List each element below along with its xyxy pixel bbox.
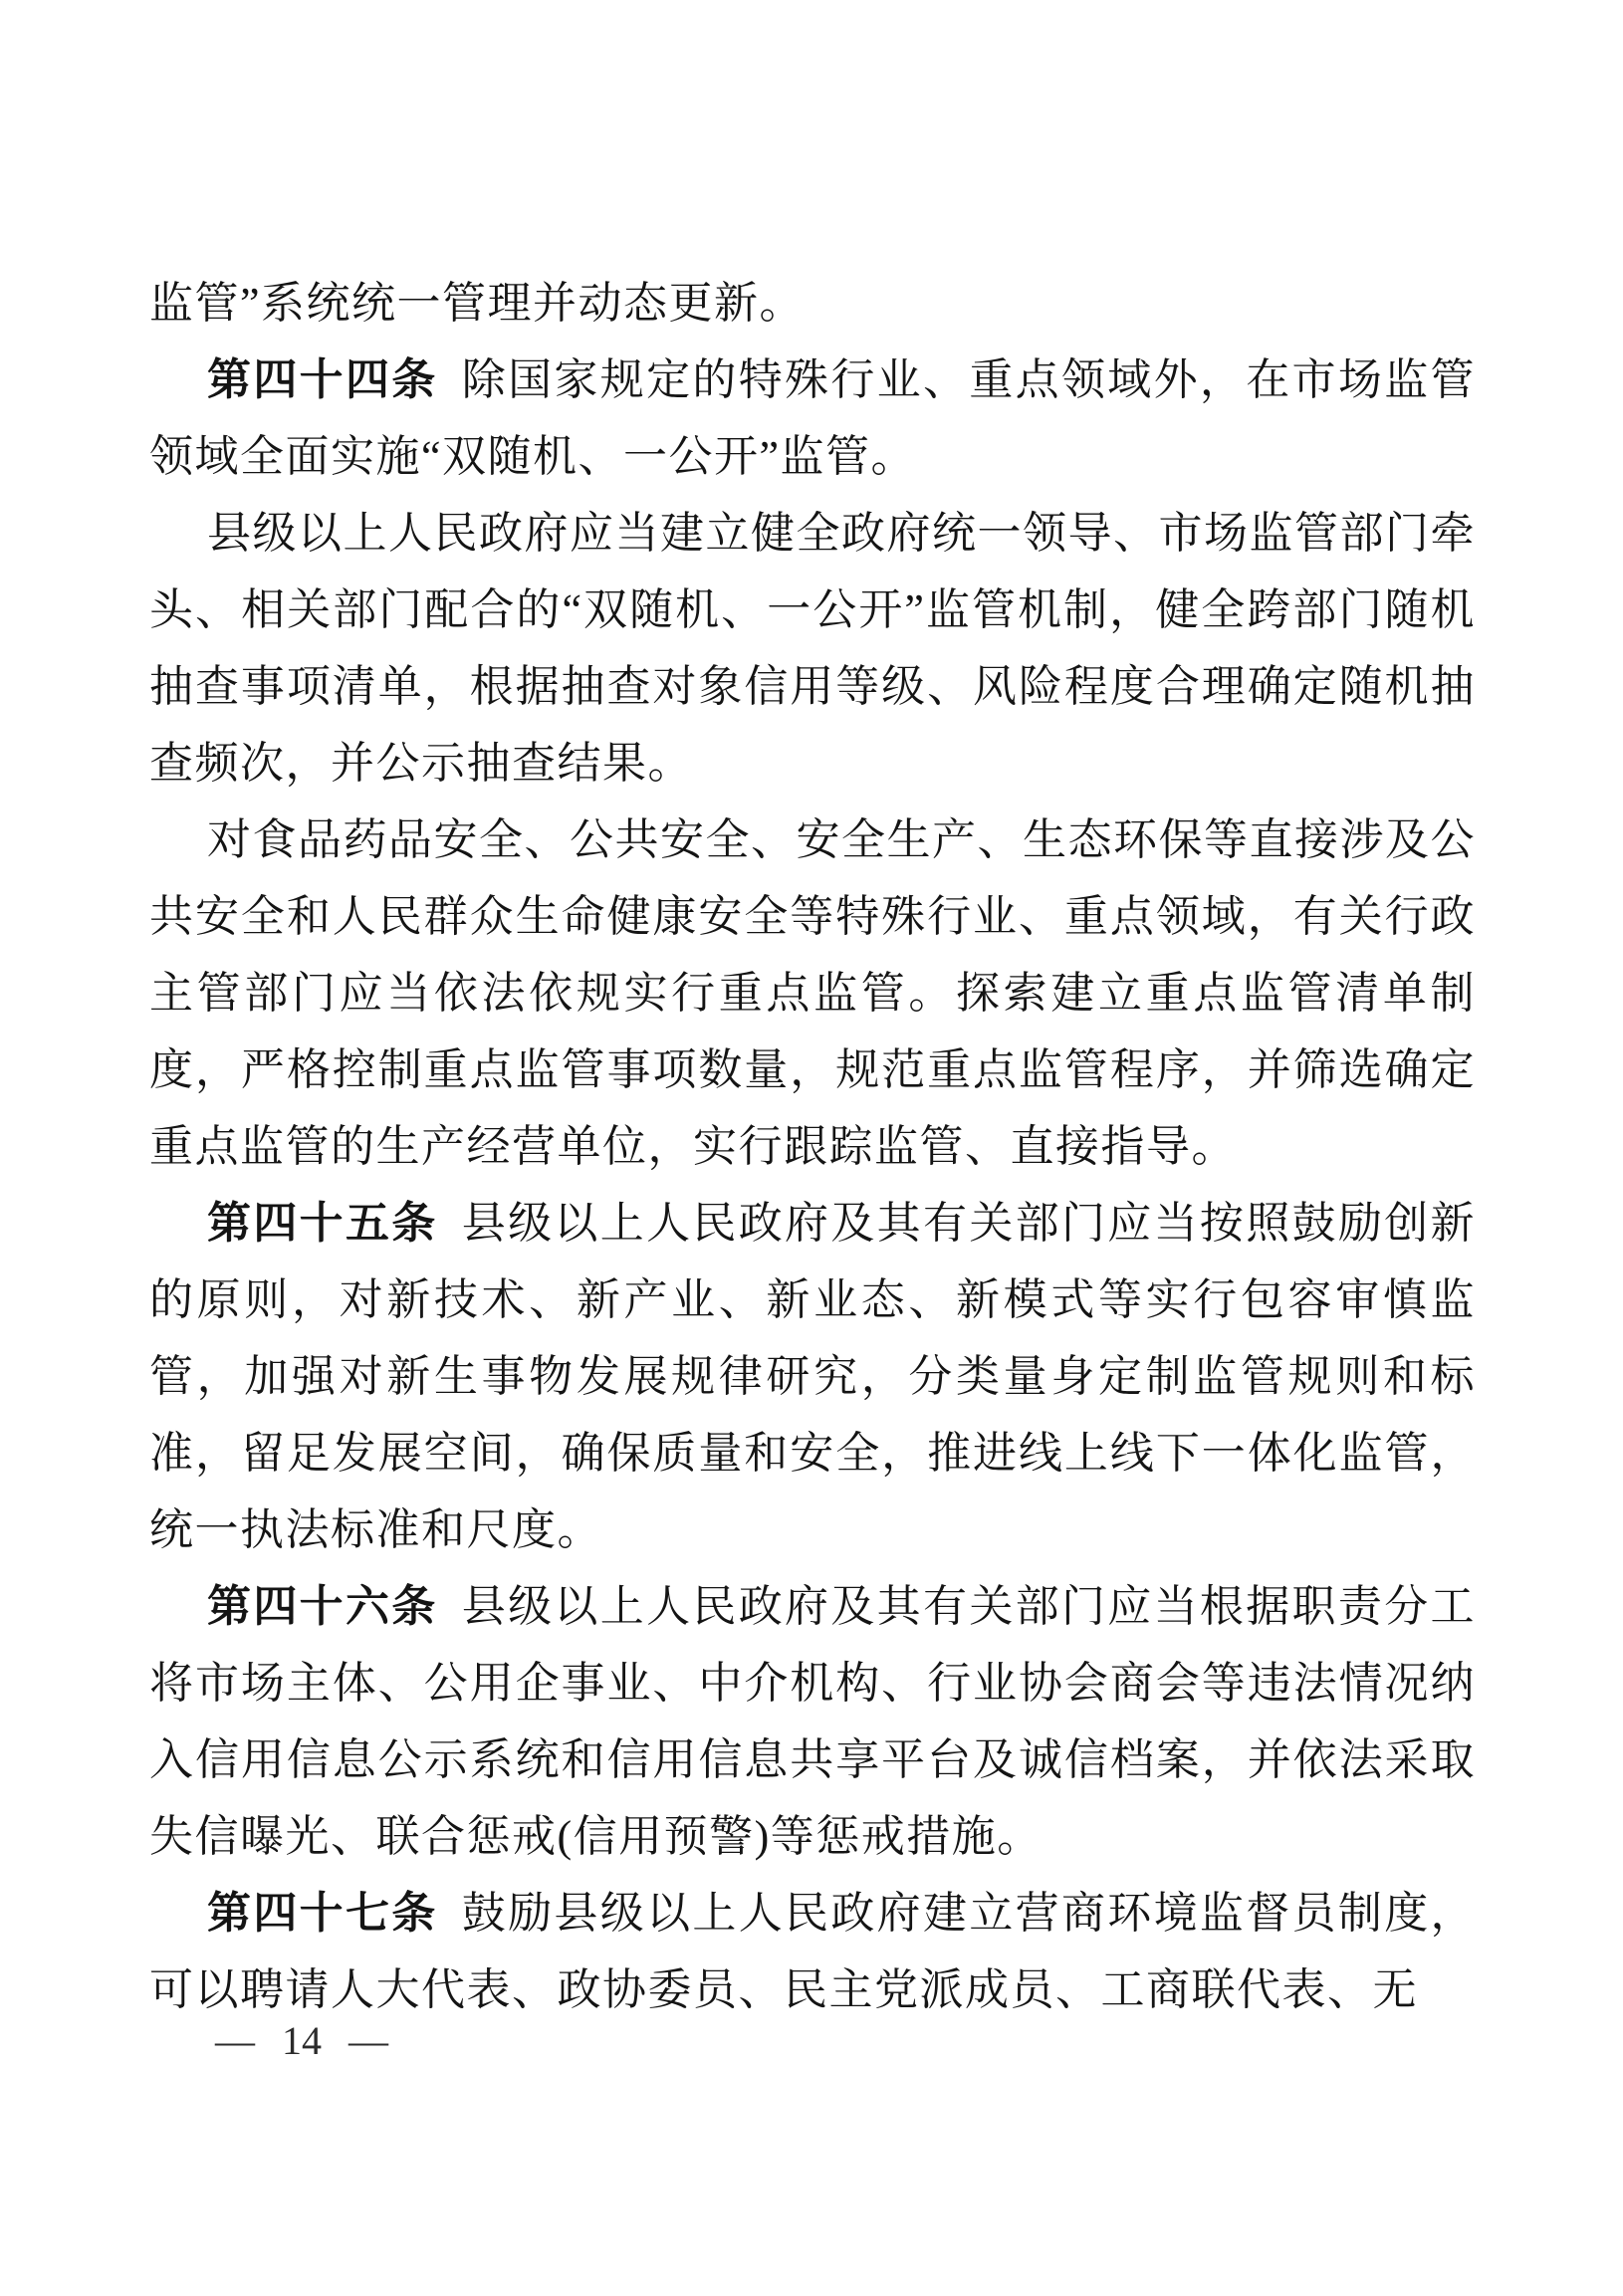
article-number: 第四十五条 <box>207 1199 438 1248</box>
document-body <box>149 265 1476 2028</box>
paragraph <box>149 1875 1476 2028</box>
paragraph <box>149 802 1476 1185</box>
page-footer <box>215 2019 388 2063</box>
paragraph <box>149 495 1476 802</box>
article-number: 第四十四条 <box>207 355 438 404</box>
paragraph-text: 县级以上人民政府应当建立健全政府统一领导、市场监管部门牵头、相关部门配合的“双随机、一公开”监管机制，健全跨部门随机抽查事项清单，根据抽查对象信用等级、风险程度合理确定随机抽查频次，并公示抽查结果。 <box>149 509 1476 788</box>
footer-dash-right: — <box>348 2018 388 2063</box>
paragraph-text: 鼓励县级以上人民政府建立营商环境监督员制度，可以聘请人大代表、政协委员、民主党派成员、工商联代表、无 <box>149 1889 1477 2014</box>
page-number: 14 <box>282 2018 322 2063</box>
article-number: 第四十七条 <box>207 1889 438 1938</box>
paragraph-text: 对食品药品安全、公共安全、安全生产、生态环保等直接涉及公共安全和人民群众生命健康安全等特殊行业、重点领域，有关行政主管部门应当依法依规实行重点监管。探索建立重点监管清单制度，严格控制重点监管事项数量，规范重点监管程序，并筛选确定重点监管的生产经营单位，实行跟踪监管、直接指导。 <box>149 815 1476 1171</box>
paragraph <box>149 1185 1476 1568</box>
article-number: 第四十六条 <box>207 1582 438 1631</box>
paragraph-text: 除国家规定的特殊行业、重点领域外，在市场监管领域全面实施“双随机、一公开”监管。 <box>149 355 1477 481</box>
footer-dash-left: — <box>215 2018 255 2063</box>
paragraph-text: 监管”系统统一管理并动态更新。 <box>149 279 806 328</box>
paragraph <box>149 265 1476 342</box>
paragraph-text: 县级以上人民政府及其有关部门应当按照鼓励创新的原则，对新技术、新产业、新业态、新模式等实行包容审慎监管，加强对新生事物发展规律研究，分类量身定制监管规则和标准，留足发展空间，确保质量和安全，推进线上线下一体化监管，统一执法标准和尺度。 <box>149 1199 1477 1554</box>
paragraph-text: 县级以上人民政府及其有关部门应当根据职责分工将市场主体、公用企事业、中介机构、行业协会商会等违法情况纳入信用信息公示系统和信用信息共享平台及诚信档案，并依法采取失信曝光、联合惩戒(信用预警)等惩戒措施。 <box>149 1582 1477 1861</box>
paragraph <box>149 1568 1476 1875</box>
paragraph <box>149 342 1476 495</box>
